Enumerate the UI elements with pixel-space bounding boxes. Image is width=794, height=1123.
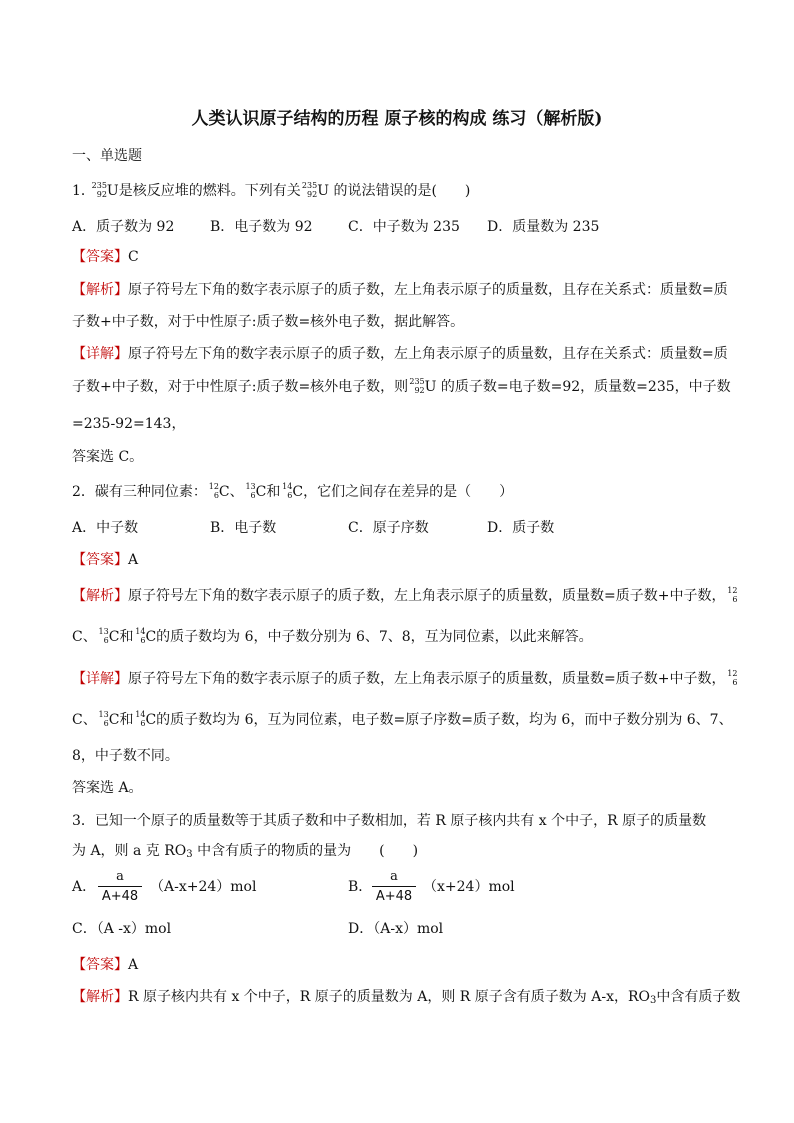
q1-conclusion: 答案选 C。	[72, 449, 144, 465]
q1-detail-line-1: 【详解】原子符号左下角的数字表示原子的质子数，左上角表示原子的质量数，且存在关系式：质量数=质	[72, 346, 728, 362]
q1-option-b: B．电子数为 92	[210, 219, 313, 235]
uranium-235-symbol: 235 92	[91, 181, 107, 199]
q1-analysis-line-1: 【解析】原子符号左下角的数字表示原子的质子数，左上角表示原子的质量数，且存在关系式：质量数=质	[72, 282, 728, 298]
q2-analysis-line-1: 【解析】原子符号左下角的数字表示原子的质子数，左上角表示原子的质量数，质量数=质子数+中子数， 12 6	[72, 586, 738, 604]
q1-answer: 【答案】C	[72, 249, 139, 265]
q1-option-a: A．质子数为 92	[72, 219, 175, 235]
q3-answer: 【答案】A	[72, 957, 139, 973]
q2-option-b: B．电子数	[210, 520, 277, 536]
q3-option-a-label: A．	[72, 879, 97, 895]
question-3-stem-line-1: 3．已知一个原子的质量数等于其质子数和中子数相加，若 R 原子核内共有 x 个中子，R 原子的质量数	[72, 813, 707, 829]
q2-conclusion: 答案选 A。	[72, 780, 143, 796]
q2-answer: 【答案】A	[72, 552, 139, 568]
section-heading: 一、单选题	[72, 148, 142, 164]
q3-option-d: D．（A-x）mol	[348, 921, 444, 937]
question-1-stem: 1． 235 92 U是核反应堆的燃料。下列有关 235 92 U 的说法错误的是( )	[72, 181, 471, 199]
q3-analysis-line-1: 【解析】R 原子核内共有 x 个中子，R 原子的质量数为 A，则 R 原子含有质子数为 A-x，$RO_3$中含有质子数	[72, 989, 741, 1006]
q2-detail-line-1: 【详解】原子符号左下角的数字表示原子的质子数，左上角表示原子的质量数，质量数=质子数+中子数， 12 6	[72, 669, 738, 687]
q2-detail-line-3: 8，中子数不同。	[72, 748, 179, 764]
q1-option-c: C．中子数为 235	[348, 219, 460, 235]
q3-option-c: C．（A -x）mol	[72, 921, 172, 937]
q1-detail-line-3: =235-92=143，	[72, 416, 186, 432]
page-title: 人类认识原子结构的历程 原子核的构成 练习（解析版)	[191, 109, 603, 129]
question-3-stem-line-2: 为 A，则 a 克 $RO_3$ 中含有质子的物质的量为 ( )	[72, 843, 419, 860]
q1-detail-line-2: 子数+中子数，对于中性原子:质子数=核外电子数，则 235 92 U 的质子数=电子数=92，质量数=235，中子数	[72, 377, 731, 395]
q1-analysis-line-2: 子数+中子数，对于中性原子:质子数=核外电子数，据此解答。	[72, 314, 465, 330]
q3-option-b-label: B．	[348, 879, 373, 895]
q3-option-a-fraction: a A+48	[98, 870, 142, 905]
q1-option-d: D．质量数为 235	[487, 219, 600, 235]
q3-option-b-text: （x+24）mol	[423, 879, 515, 895]
q2-option-a: A．中子数	[72, 520, 139, 536]
q2-option-c: C．原子序数	[348, 520, 429, 536]
q2-analysis-line-2: C、 13 6 C和 14 6 C的质子数均为 6，中子数分别为 6、7、8，互为同位素，以此来解答。	[72, 627, 593, 645]
q3-option-b-fraction: a A+48	[372, 870, 416, 905]
q3-option-a-text: （A-x+24）mol	[150, 879, 257, 895]
q2-option-d: D．质子数	[487, 520, 555, 536]
question-2-stem: 2．碳有三种同位素： 12 6 C、 13 6 C和 14 6 C，它们之间存在差异的是（ ）	[72, 482, 514, 500]
q2-detail-line-2: C、 13 6 C和 14 6 C的质子数均为 6，互为同位素，电子数=原子序数=质子数，均为 6，而中子数分别为 6、7、	[72, 710, 733, 728]
